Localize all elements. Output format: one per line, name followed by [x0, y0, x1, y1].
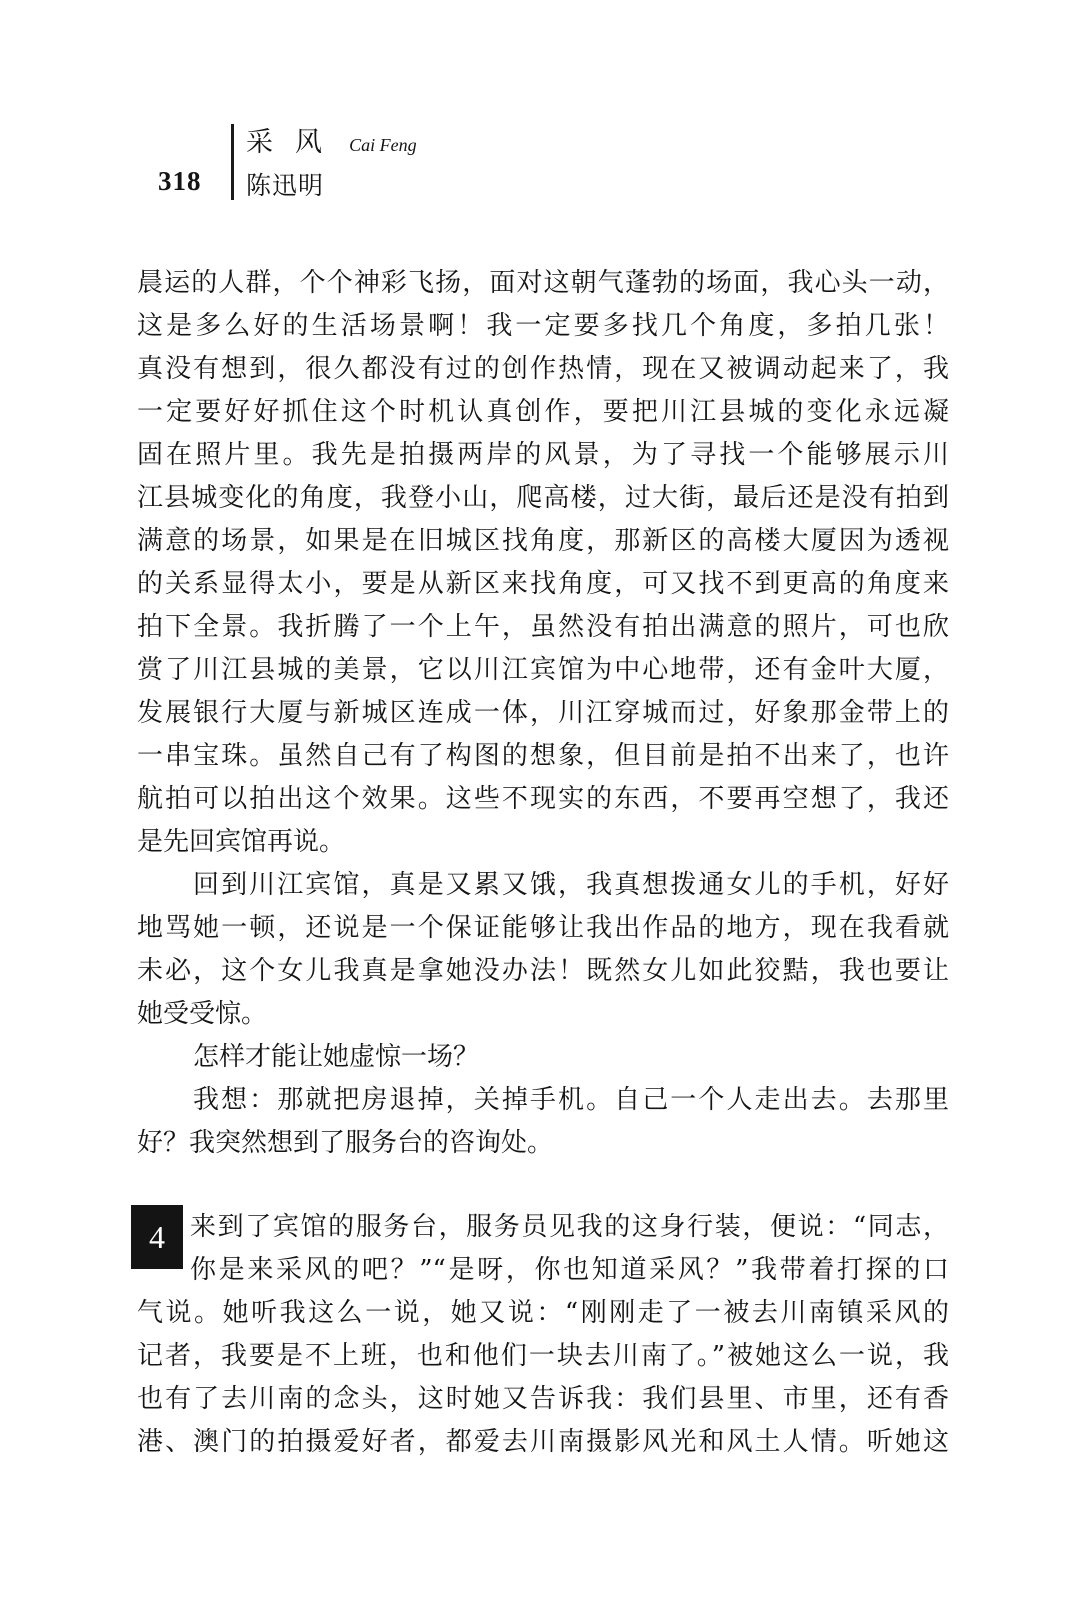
paragraph-3 — [137, 1036, 949, 1079]
text-line: 也有了去川南的念头，这时她又告诉我：我们县里、市里，还有香 — [137, 1384, 949, 1414]
paragraph-1 — [137, 262, 949, 864]
page-header — [158, 118, 558, 204]
text-line: 记者，我要是不上班，也和他们一块去川南了。”被她这么一说，我 — [137, 1341, 949, 1371]
author-name: 陈迅明 — [246, 171, 325, 200]
text-line: 是先回宾馆再说。 — [137, 827, 346, 857]
text-line: 她受受惊。 — [137, 999, 268, 1029]
title-chinese: 采风 — [246, 127, 344, 158]
text-line: 真没有想到，很久都没有过的创作热情，现在又被调动起来了，我 — [137, 354, 949, 384]
text-line: 这是多么好的生活场景啊！我一定要多找几个角度，多拍几张！ — [137, 311, 949, 341]
text-line: 我想：那就把房退掉，关掉手机。自己一个人走出去。去那里 — [193, 1085, 949, 1115]
section-4-body — [137, 1292, 949, 1464]
text-line: 江县城变化的角度，我登小山，爬高楼，过大街，最后还是没有拍到 — [137, 483, 949, 513]
text-line: 气说。她听我这么一说，她又说：“刚刚走了一被去川南镇采风的 — [137, 1298, 949, 1328]
running-title — [246, 120, 417, 159]
text-line: 一定要好好抓住这个时机认真创作，要把川江县城的变化永远凝 — [137, 397, 949, 427]
text-line: 来到了宾馆的服务台，服务员见我的这身行装，便说：“同志， — [190, 1212, 949, 1242]
text-line: 回到川江宾馆，真是又累又饿，我真想拨通女儿的手机，好好 — [193, 870, 949, 900]
text-line: 未必，这个女儿我真是拿她没办法！既然女儿如此狡黠，我也要让 — [137, 956, 949, 986]
text-line: 一串宝珠。虽然自己有了构图的想象，但目前是拍不出来了，也许 — [137, 741, 949, 771]
text-line: 赏了川江县城的美景，它以川江宾馆为中心地带，还有金叶大厦， — [137, 655, 949, 685]
text-line: 地骂她一顿，还说是一个保证能够让我出作品的地方，现在我看就 — [137, 913, 949, 943]
text-line: 好？我突然想到了服务台的咨询处。 — [137, 1128, 554, 1158]
text-line: 拍下全景。我折腾了一个上午，虽然没有拍出满意的照片，可也欣 — [137, 612, 949, 642]
text-line: 发展银行大厦与新城区连成一体，川江穿城而过，好象那金带上的 — [137, 698, 949, 728]
paragraph-2 — [137, 864, 949, 1036]
text-line: 港、澳门的拍摄爱好者，都爱去川南摄影风光和风土人情。听她这 — [137, 1427, 949, 1457]
header-divider — [231, 124, 234, 200]
text-line: 你是来采风的吧？”“是呀，你也知道采风？”我带着打探的口 — [190, 1255, 949, 1285]
title-pinyin: Cai Feng — [349, 135, 417, 155]
section-4-opening — [190, 1206, 949, 1292]
text-line: 晨运的人群，个个神彩飞扬，面对这朝气蓬勃的场面，我心头一动， — [137, 268, 949, 298]
text-line: 怎样才能让她虚惊一场？ — [193, 1042, 480, 1072]
text-line: 满意的场景，如果是在旧城区找角度，那新区的高楼大厦因为透视 — [137, 526, 949, 556]
paragraph-4 — [137, 1079, 949, 1165]
page-number: 318 — [158, 166, 202, 196]
text-line: 的关系显得太小，要是从新区来找角度，可又找不到更高的角度来 — [137, 569, 949, 599]
section-number-badge: 4 — [131, 1205, 183, 1269]
text-line: 航拍可以拍出这个效果。这些不现实的东西，不要再空想了，我还 — [137, 784, 949, 814]
text-line: 固在照片里。我先是拍摄两岸的风景，为了寻找一个能够展示川 — [137, 440, 949, 470]
